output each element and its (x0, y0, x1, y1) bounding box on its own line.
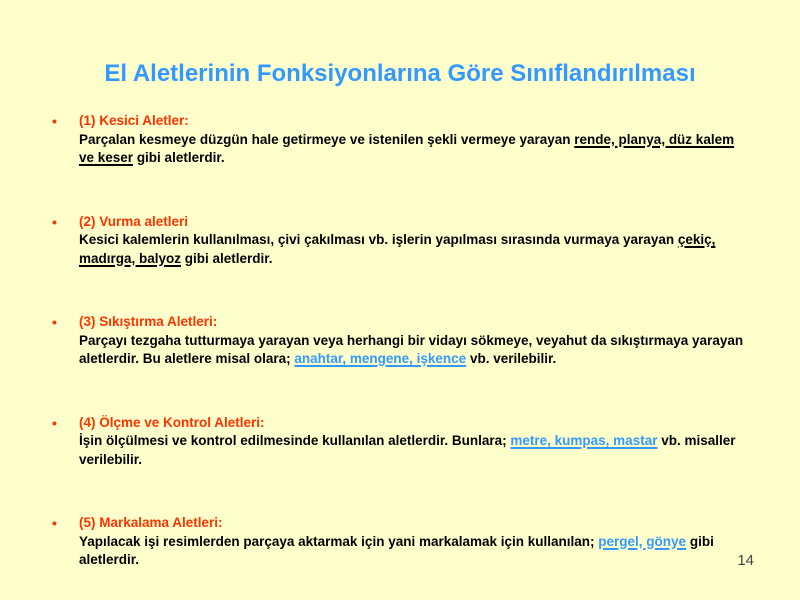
list-item-vurma (52, 213, 752, 269)
item-text-tail: vb. misaller verilebilir. (79, 433, 736, 467)
bullet-icon: • (52, 414, 57, 431)
item-heading: (1) Kesici Aletler: (79, 113, 189, 128)
list-item-markalama (52, 514, 752, 570)
bullet-icon: • (52, 515, 57, 531)
list-item-sikistirma (52, 313, 752, 369)
tool-link[interactable]: anahtar, mengene, işkence (294, 351, 467, 366)
bullet-icon: • (52, 314, 57, 330)
item-heading: (3) Sıkıştırma Aletleri: (79, 314, 218, 329)
tool-link[interactable]: rende, planya, düz kalem ve keser (79, 131, 735, 165)
item-text: Parçalan kesmeye düzgün hale getirmeye ve istenilen şekli vermeye yarayan (79, 131, 575, 147)
item-heading: (2) Vurma aletleri (79, 213, 189, 229)
tool-link[interactable]: çekiç, madırga, balyoz (79, 232, 716, 266)
page-number: 14 (737, 552, 754, 569)
item-heading: (4) Ölçme ve Kontrol Aletleri: (79, 414, 265, 430)
item-text-tail: gibi aletlerdir. (133, 150, 225, 165)
item-text: Parçayı tezgaha tutturmaya yarayan veya herhangi bir vidayı sökmeye, veyahut da sıkıştırmaya yarayan aletlerdir. Bu aletlere misal olara; (79, 332, 744, 366)
item-text-tail: gibi aletlerdir. (181, 250, 273, 266)
tool-link[interactable]: pergel, gönye (598, 533, 687, 549)
bullet-icon: • (52, 113, 57, 129)
list-item-olcme (52, 414, 752, 470)
bullet-icon: • (52, 213, 57, 230)
item-text-tail: vb. verilebilir. (466, 351, 557, 366)
bullet-list (52, 112, 752, 570)
tool-link[interactable]: metre, kumpas, mastar (510, 433, 658, 448)
item-text-tail: gibi aletlerdir. (79, 533, 714, 567)
item-text: Yapılacak işi resimlerden parçaya aktarmak için yani markalamak için kullanılan; (79, 533, 599, 549)
slide-title: El Aletlerinin Fonksiyonlarına Göre Sınıflandırılması (104, 60, 696, 87)
item-text: Kesici kalemlerin kullanılması, çivi çakılması vb. işlerin yapılması sırasında vurmaya yarayan (79, 232, 678, 247)
list-item-kesici (52, 112, 752, 168)
item-text: İşin ölçülmesi ve kontrol edilmesinde kullanılan aletlerdir. Bunlara; (79, 433, 511, 448)
item-heading: (5) Markalama Aletleri: (79, 515, 223, 530)
